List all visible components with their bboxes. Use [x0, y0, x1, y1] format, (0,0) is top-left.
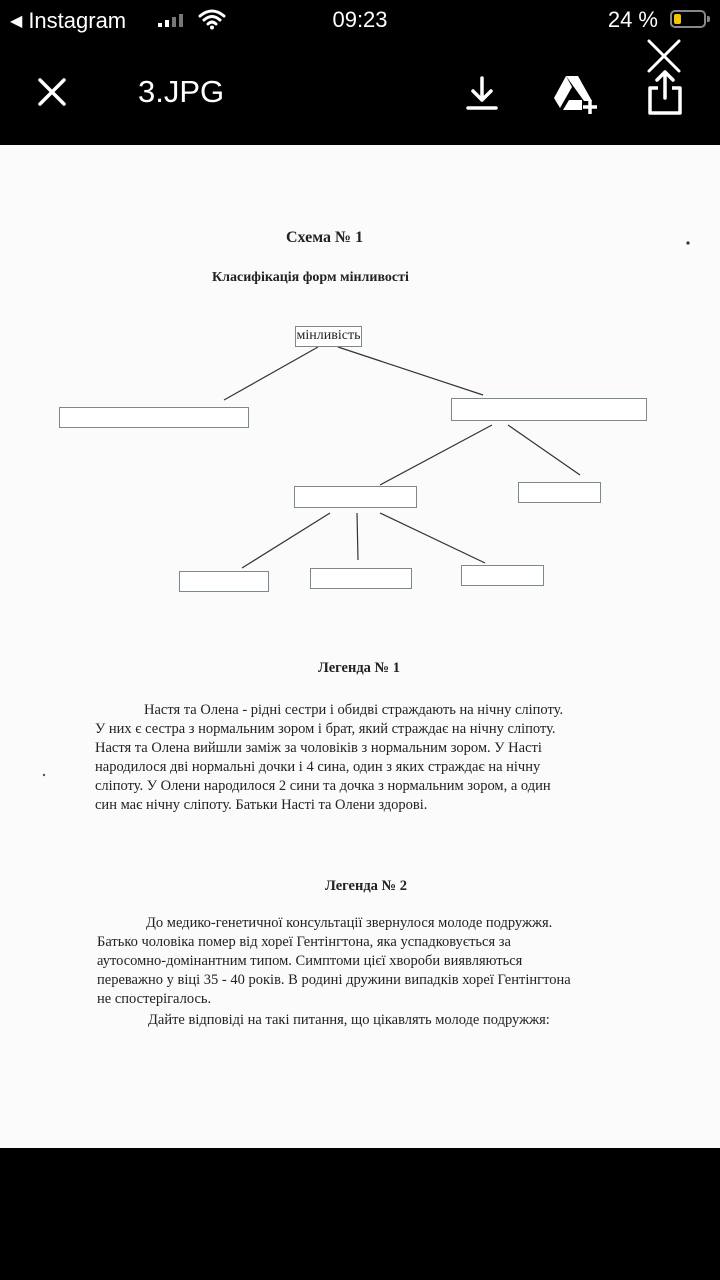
- diagram-root-box: [295, 326, 362, 347]
- file-title: 3.JPG: [138, 74, 225, 109]
- legend1-line: народилося дві нормальні дочки і 4 сина, один з яких страждає на нічну: [95, 759, 541, 775]
- diagram-root-label: мінливість: [296, 328, 361, 343]
- legend2-title: Легенда № 2: [325, 878, 407, 894]
- diagram-box-empty: [179, 571, 269, 592]
- legend1-line: син має нічну сліпоту. Батьки Насті та Олени здорові.: [95, 797, 428, 813]
- legend1-line: Настя та Олена - рідні сестри і обидві страждають на нічну сліпоту.: [144, 702, 564, 718]
- diagram-box-empty: [59, 407, 249, 428]
- legend1-line: Настя та Олена вийшли заміж за чоловіків з нормальним зором. У Насті: [95, 740, 542, 756]
- document-image[interactable]: [0, 145, 720, 1148]
- diagram-box-empty: [310, 568, 412, 589]
- legend2-line: не спостерігалось.: [97, 991, 212, 1007]
- diagram-box-empty: [451, 398, 647, 421]
- diagram-box-empty: [461, 565, 544, 586]
- battery-icon: [670, 10, 706, 28]
- legend2-line: До медико-генетичної консультації звернулося молоде подружжя.: [146, 915, 553, 931]
- battery-percent: 24 %: [607, 7, 658, 32]
- back-app-label: Instagram: [28, 8, 127, 33]
- diagram-box-empty: [294, 486, 417, 508]
- back-triangle-icon: ◀: [10, 13, 23, 30]
- save-to-drive-icon[interactable]: [552, 74, 598, 114]
- scheme-subtitle: Класифікація форм мінливості: [212, 270, 409, 285]
- close-icon[interactable]: [36, 76, 68, 108]
- status-bar: [0, 0, 720, 40]
- download-icon[interactable]: [462, 74, 502, 114]
- legend2-line: аутосомно-домінантним типом. Симптоми цієї хвороби виявляються: [97, 953, 523, 969]
- legend1-title: Легенда № 1: [318, 660, 400, 676]
- share-icon[interactable]: [646, 70, 684, 116]
- legend2-line: Дайте відповіді на такі питання, що цікавлять молоде подружжя:: [148, 1012, 550, 1028]
- legend2-line: переважно у віці 35 - 40 років. В родині дружини випадків хореї Гентінгтона: [97, 972, 571, 988]
- legend2-line: Батько чоловіка помер від хореї Гентінгтона, яка успадковується за: [97, 934, 511, 950]
- diagram-box-empty: [518, 482, 601, 503]
- viewer-toolbar: [0, 40, 720, 145]
- clock: 09:23: [332, 7, 388, 32]
- legend1-line: У них є сестра з нормальним зором і брат, який страждає на нічну сліпоту.: [95, 721, 556, 737]
- legend1-line: сліпоту. У Олени народилося 2 сини та дочка з нормальним зором, а один: [95, 778, 551, 794]
- scheme-title: Схема № 1: [286, 229, 364, 246]
